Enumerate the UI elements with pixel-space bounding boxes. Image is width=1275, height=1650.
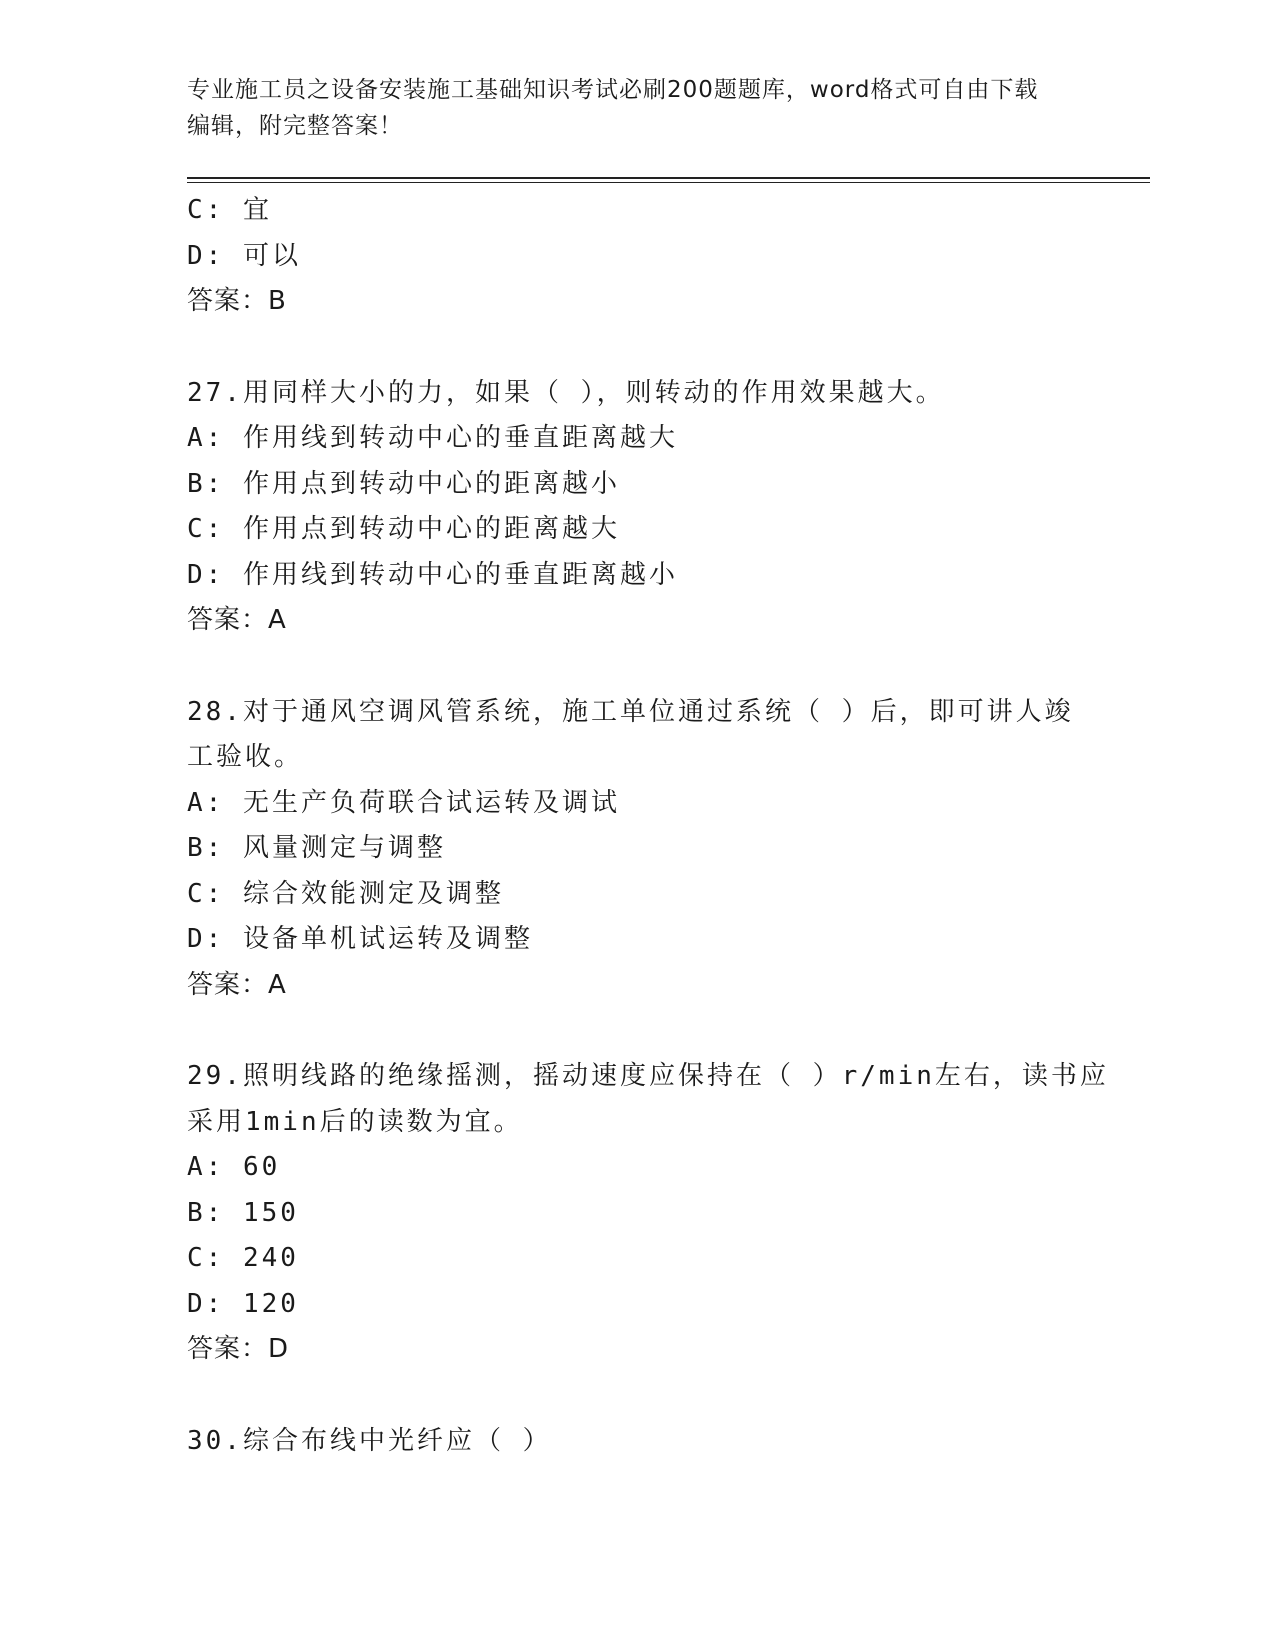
previous-question-tail [187, 188, 1107, 325]
question-27 [187, 371, 1107, 644]
question-28 [187, 690, 1107, 1009]
option-b: B: 风量测定与调整 [187, 833, 446, 863]
spacer [187, 325, 1107, 371]
option-d: D: 作用线到转动中心的垂直距离越小 [187, 559, 678, 590]
header-line-1: 专业施工员之设备安装施工基础知识考试必刷200题题库，word格式可自由下载 [187, 77, 1039, 103]
header-divider-top [187, 177, 1150, 179]
question-29 [187, 1054, 1107, 1373]
question-stem: 27.用同样大小的力，如果（ ），则转动的作用效果越大。 [187, 377, 945, 408]
question-stem-continued: 工验收。 [187, 742, 304, 772]
option-b: B: 150 [187, 1197, 299, 1228]
question-list [187, 188, 1107, 1464]
question-stem: 29.照明线路的绝缘摇测，摇动速度应保持在（ ）r/min左右，读书应 [187, 1061, 1109, 1091]
option-a: A: 无生产负荷联合试运转及调试 [187, 787, 620, 818]
document-header [187, 72, 1087, 144]
option-d: D: 设备单机试运转及调整 [187, 924, 533, 954]
option-c: C: 240 [187, 1243, 299, 1273]
option-c: C: 宜 [187, 195, 272, 225]
spacer [187, 644, 1107, 690]
option-a: A: 60 [187, 1152, 281, 1182]
answer-line: 答案：A [187, 969, 287, 1000]
question-30 [187, 1419, 1107, 1465]
option-c: C: 综合效能测定及调整 [187, 878, 504, 909]
question-stem: 30.综合布线中光纤应（ ） [187, 1425, 552, 1456]
question-stem-continued: 采用1min后的读数为宜。 [187, 1106, 523, 1137]
answer-line: 答案：B [187, 286, 287, 316]
header-divider-bottom [187, 182, 1150, 183]
header-line-2: 编辑，附完整答案！ [187, 113, 403, 139]
answer-line: 答案：A [187, 605, 287, 635]
spacer [187, 1008, 1107, 1054]
question-stem: 28.对于通风空调风管系统，施工单位通过系统（ ）后，即可讲人竣 [187, 696, 1074, 727]
option-d: D: 可以 [187, 240, 301, 271]
option-b: B: 作用点到转动中心的距离越小 [187, 468, 620, 499]
option-d: D: 120 [187, 1288, 299, 1319]
spacer [187, 1373, 1107, 1419]
option-c: C: 作用点到转动中心的距离越大 [187, 514, 620, 544]
answer-line: 答案：D [187, 1334, 290, 1364]
option-a: A: 作用线到转动中心的垂直距离越大 [187, 423, 678, 453]
